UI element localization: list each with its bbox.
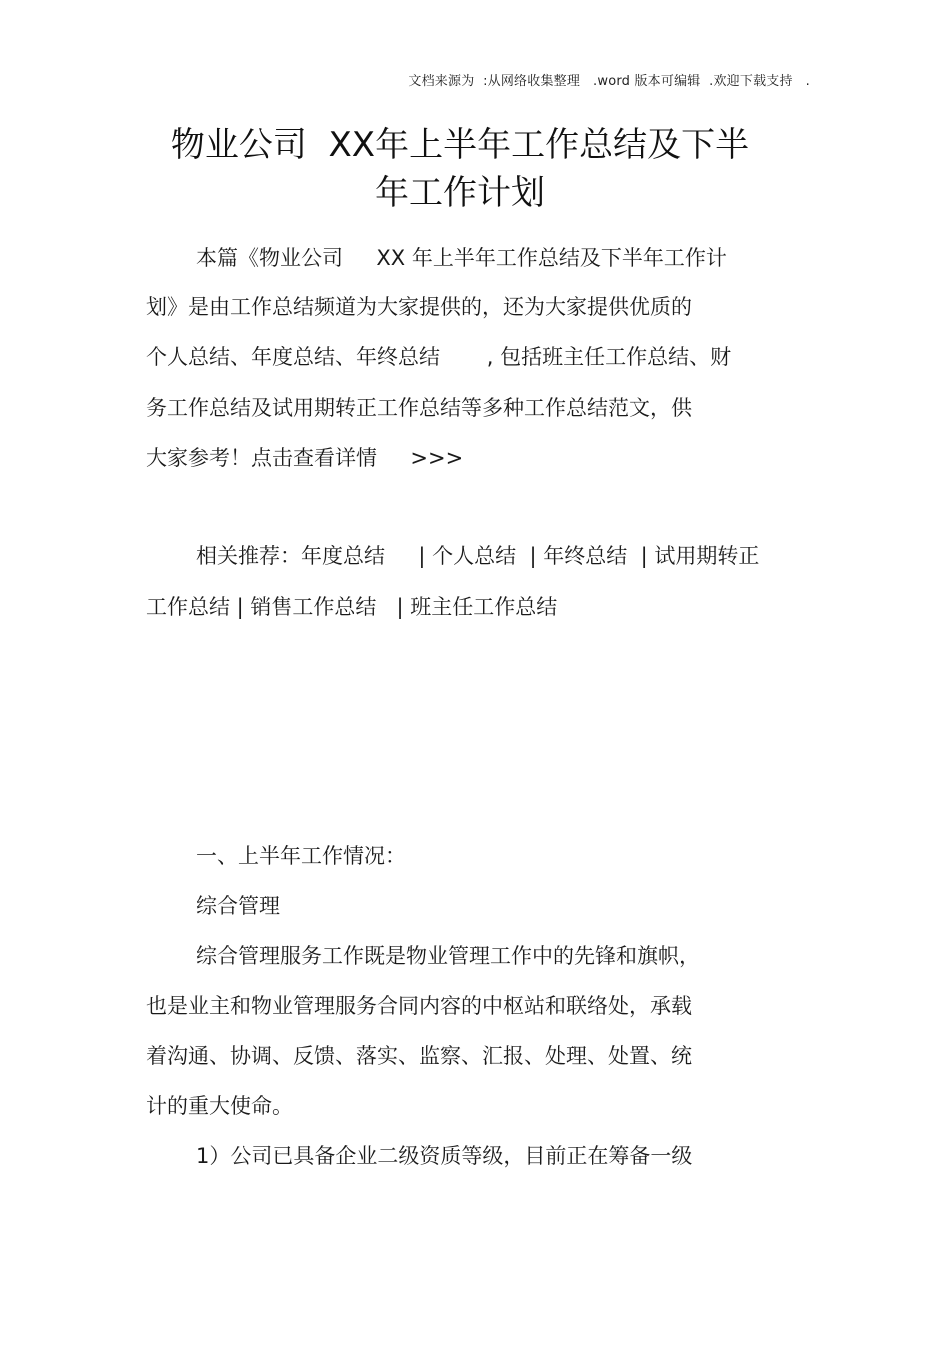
- header-note: 文档来源为 :从网络收集整理 .word 版本可编辑 .欢迎下载支持 .: [408, 74, 810, 89]
- intro-line-2: 划》是由工作总结频道为大家提供的，还为大家提供优质的: [146, 295, 692, 319]
- section-heading: 一、上半年工作情况：: [196, 844, 406, 868]
- intro-line-5-read-more-link[interactable]: 大家参考！点击查看详情 >>>: [146, 446, 464, 470]
- paragraph-line-4: 计的重大使命。: [146, 1094, 293, 1118]
- document-title-line-2: 年工作计划: [375, 173, 545, 213]
- intro-line-4: 务工作总结及试用期转正工作总结等多种工作总结范文，供: [146, 396, 692, 420]
- list-item-1: 1）公司已具备企业二级资质等级，目前正在筹备一级: [196, 1144, 693, 1168]
- paragraph-line-1: 综合管理服务工作既是物业管理工作中的先锋和旗帜，: [196, 944, 700, 968]
- intro-line-1: 本篇《物业公司 XX 年上半年工作总结及下半年工作计: [196, 246, 727, 270]
- paragraph-line-2: 也是业主和物业管理服务合同内容的中枢站和联络处，承载: [146, 994, 692, 1018]
- related-links-line-2[interactable]: 工作总结 | 销售工作总结 | 班主任工作总结: [146, 595, 558, 619]
- subsection-heading: 综合管理: [196, 894, 280, 918]
- related-links-line-1[interactable]: 相关推荐：年度总结 | 个人总结 | 年终总结 | 试用期转正: [196, 544, 760, 568]
- intro-line-3: 个人总结、年度总结、年终总结 , 包括班主任工作总结、财: [146, 345, 732, 369]
- paragraph-line-3: 着沟通、协调、反馈、落实、监察、汇报、处理、处置、统: [146, 1044, 692, 1068]
- document-title-line-1: 物业公司 XX年上半年工作总结及下半: [170, 125, 750, 165]
